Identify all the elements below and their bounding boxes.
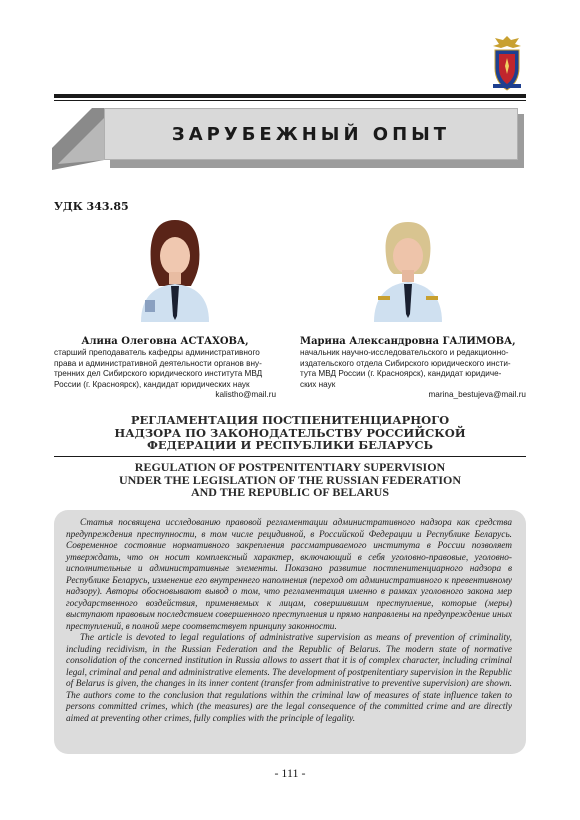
title-en-line: REGULATION OF POSTPENITENTIARY SUPERVISION <box>134 460 446 474</box>
header-rule-thick <box>54 94 526 98</box>
page-number: - 111 - <box>274 766 306 780</box>
abstract-ru: Статья посвящена исследованию правовой регламентации административного надзора как средства предупреждения преступности, в том числе рецидивной, в Российской Федерации и Республике Беларусь. Современное состояние нормативного закрепления рассматриваемого института в России позволяет утверждать, что он носит комплексный характер, включающий в себя уголовно-правовые, уголовно-исполнительные и административные элементы. Показано развитие постпенитенциарного надзора в Республике Беларусь, изменение его внутреннего наполнения (переход от административного к превентивному надзору). Авторы обосновывают вывод о том, что регламентация именно в рамках уголовного закона мер государственного воздействия, применяемых к лицам, совершившим преступление, которые (меры) выступают правовым последствием совершенного преступления и прямо направлены на предупреждение иных преступлений, в полной мере соответствует принципу законности. <box>66 518 512 632</box>
author-affiliation-line: издательского отдела Сибирского юридического инсти- <box>300 358 511 368</box>
udk-code: УДК 343.85 <box>54 200 129 213</box>
author-name: Марина Александровна ГАЛИМОВА, <box>300 336 516 347</box>
author-photo-galimova <box>368 212 448 322</box>
author-block-galimova <box>300 335 526 401</box>
article-title-en <box>60 461 520 499</box>
section-title: ЗАРУБЕЖНЫЙ ОПЫТ <box>171 123 451 145</box>
title-en-line: AND THE REPUBLIC OF BELARUS <box>190 485 390 499</box>
title-ru-line: РЕГЛАМЕНТАЦИЯ ПОСТПЕНИТЕНЦИАРНОГО <box>130 413 450 427</box>
author-email: kalistho@mail.ru <box>215 390 276 400</box>
header-rule-thin <box>54 100 526 101</box>
author-affiliation-line: России (г. Красноярск), кандидат юридических наук <box>54 379 250 389</box>
author-affiliation-line: тута МВД России (г. Красноярск), кандидат юридиче- <box>300 369 502 379</box>
abstract-box <box>54 510 526 754</box>
institute-emblem-icon <box>489 34 525 94</box>
title-ru-line: НАДЗОРА ПО ЗАКОНОДАТЕЛЬСТВУ РОССИЙСКОЙ <box>114 425 466 440</box>
section-banner <box>52 108 526 170</box>
article-title-ru <box>60 414 520 452</box>
author-affiliation-line: начальник научно-исследовательского и редакционно- <box>300 348 509 357</box>
author-affiliation-line: права и административной деятельности органов вну- <box>54 358 262 368</box>
abstract-en: The article is devoted to legal regulations of administrative supervision as means of prevention of criminality, including recidivism, in the Russian Federation and the Republic of Belarus. The modern state of normative consolidation of the concerned institution in Russia allows to assert that it is of complex character, including criminal legal, criminal and penal and administrative elements. The development of postpenitentiary supervision in the Republic of Belarus is given, the changes in its inner content (transfer from administrative to preventive supervision) are shown. The authors come to the conclusion that regulations within the criminal law of measures of state influence taken to persons committed crimes, which (the measures) are the legal consequence of the committed crime and are directly aimed at preventing other crimes, fully complies with the principle of legality. <box>66 633 512 724</box>
author-block-astakhova <box>54 335 276 401</box>
title-ru-line: ФЕДЕРАЦИИ И РЕСПУБЛИКИ БЕЛАРУСЬ <box>146 438 434 452</box>
author-affiliation-line: тренних дел Сибирского юридического института МВД <box>54 369 263 379</box>
author-affiliation-line: старший преподаватель кафедры административного <box>54 348 260 357</box>
banner-corner-decoration <box>52 108 114 170</box>
author-email: marina_bestujeva@mail.ru <box>428 390 526 400</box>
author-photo-astakhova <box>135 212 215 322</box>
title-divider <box>54 456 526 457</box>
author-affiliation-line: ских наук <box>300 379 336 389</box>
title-en-line: UNDER THE LEGISLATION OF THE RUSSIAN FEDERATION <box>118 472 462 487</box>
author-name: Алина Олеговна АСТАХОВА, <box>81 336 249 347</box>
